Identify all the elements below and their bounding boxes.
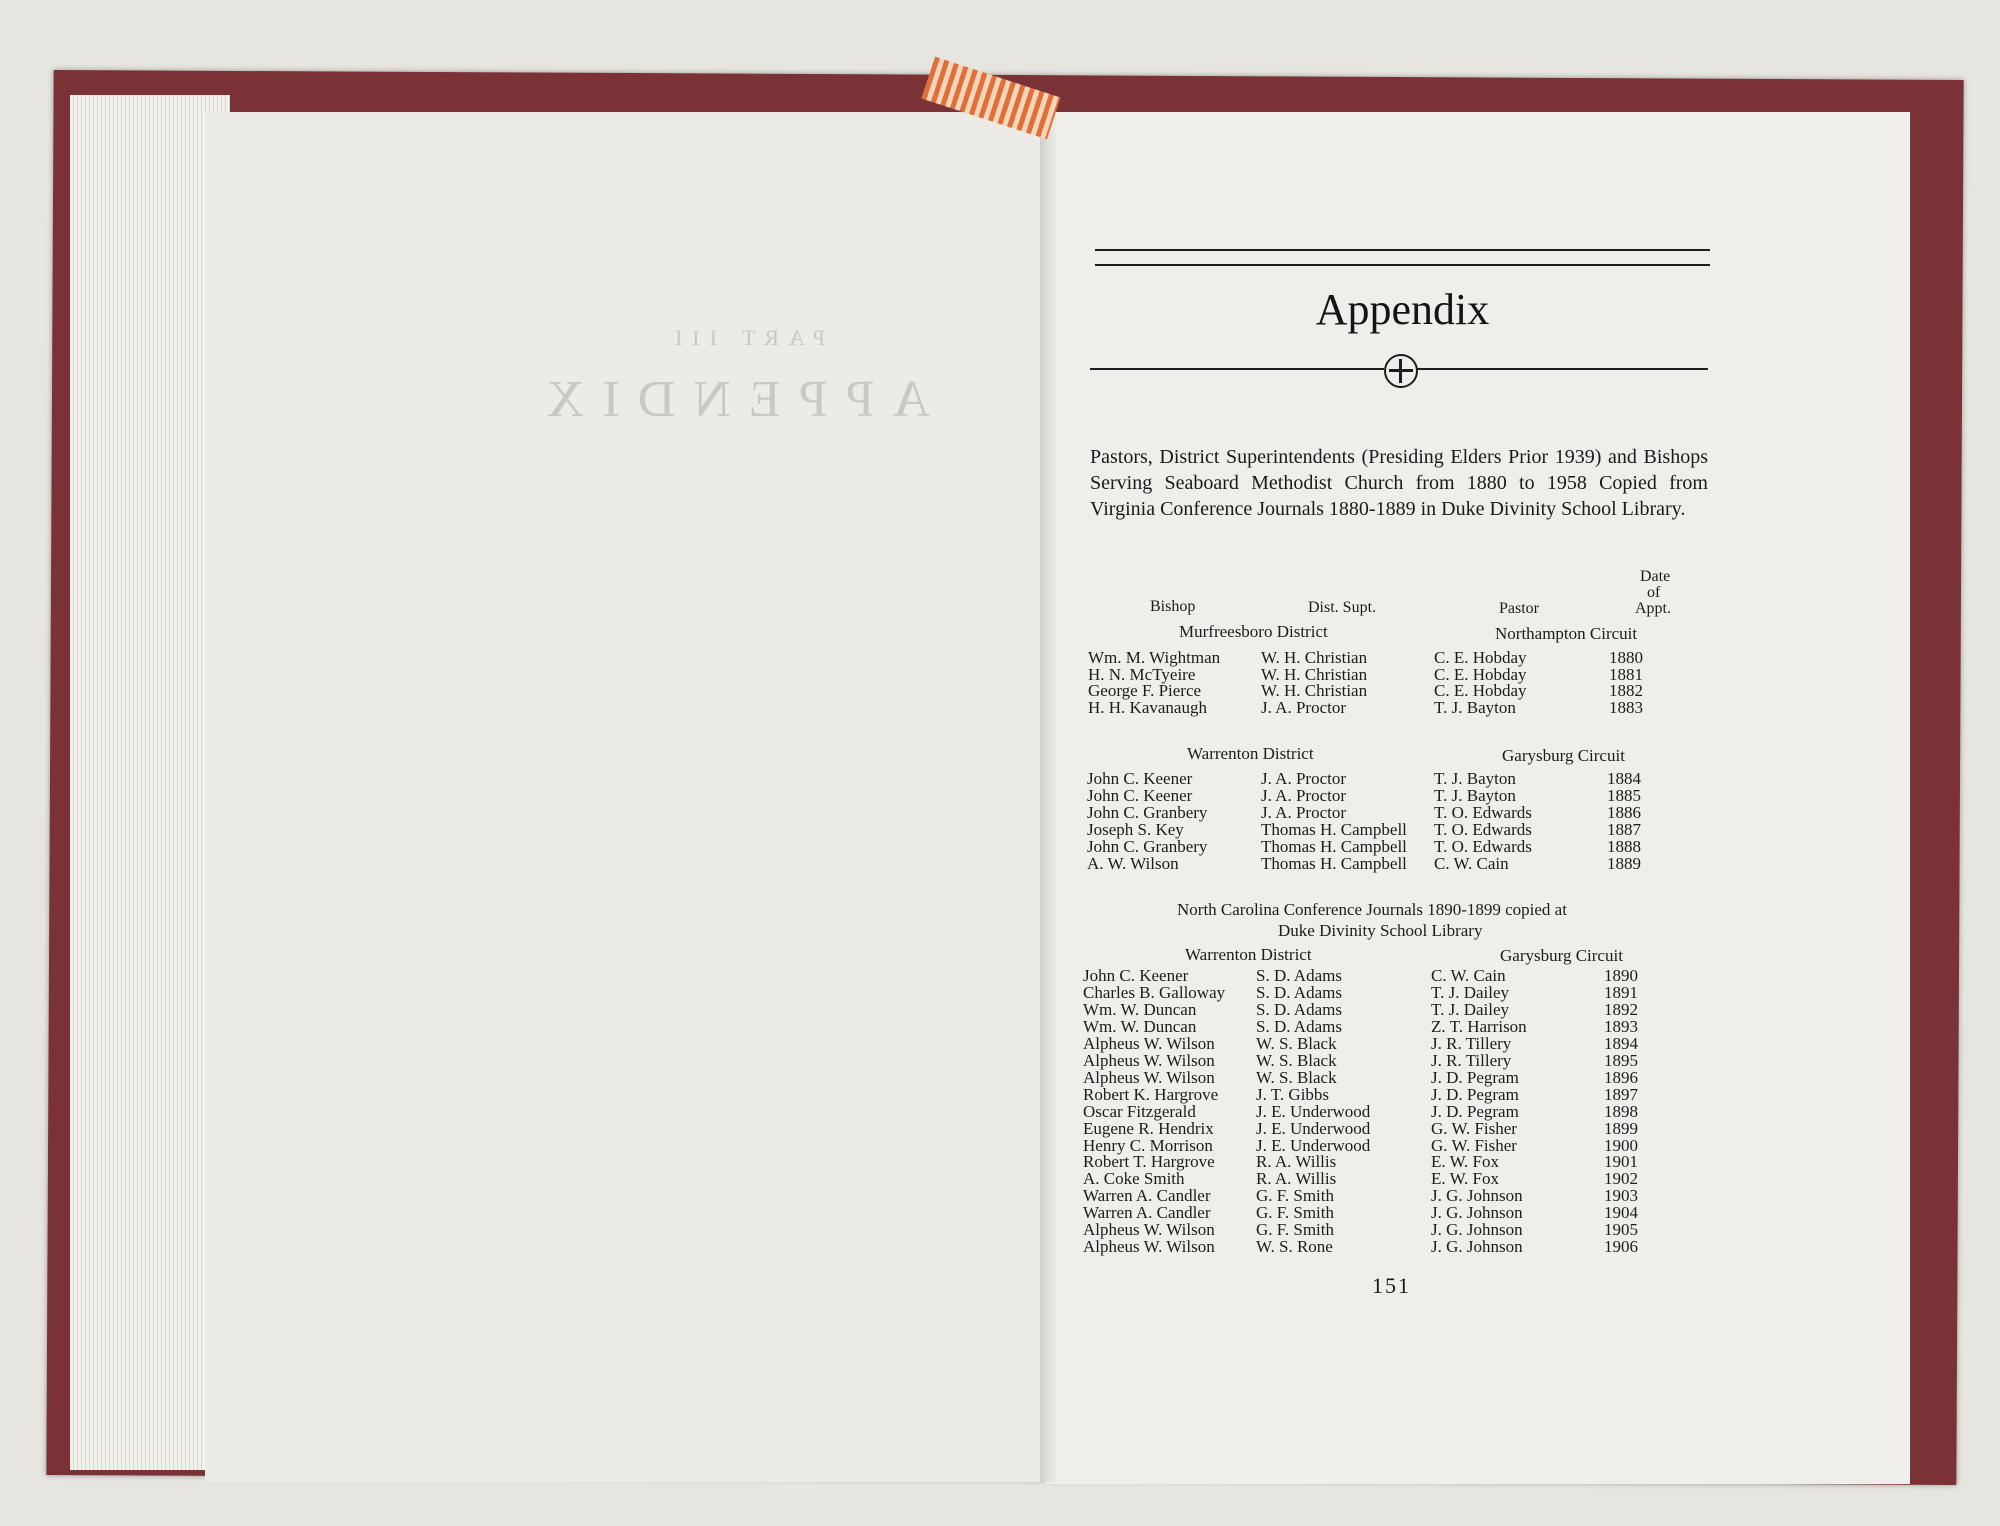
intro-paragraph: Pastors, District Superintendents (Presiding Elders Prior 1939) and Bishops Serving Seaboard Methodist Church from 1880 to 1958 Copied from Virginia Conference Journals 1880-1889 in Duke Divinity School Library. <box>1090 446 1708 520</box>
table-row <box>0 699 2000 716</box>
cell-dist-supt: J. T. Gibbs <box>1256 1084 1330 1104</box>
cell-year: 1897 <box>1604 1084 1638 1104</box>
cell-dist-supt: G. F. Smith <box>1256 1186 1334 1206</box>
cell-bishop: John C. Granbery <box>1087 802 1208 822</box>
cell-pastor: T. J. Dailey <box>1431 999 1510 1019</box>
cell-bishop: John C. Granbery <box>1087 836 1208 856</box>
top-rule-2 <box>1095 264 1710 266</box>
top-rule-1 <box>1095 249 1710 251</box>
section3-district: Warrenton District <box>1185 945 1312 964</box>
cell-bishop: Alpheus W. Wilson <box>1083 1050 1215 1070</box>
cell-dist-supt: W. H. Christian <box>1261 681 1368 701</box>
cell-pastor: J. R. Tillery <box>1431 1050 1512 1070</box>
cell-pastor: C. W. Cain <box>1431 966 1506 985</box>
table-row <box>0 1035 2000 1052</box>
table-row <box>0 804 2000 821</box>
cell-year: 1904 <box>1604 1203 1638 1223</box>
cell-pastor: J. D. Pegram <box>1431 1101 1519 1121</box>
bleed-through-part: PART III <box>665 325 825 350</box>
cell-dist-supt: W. S. Black <box>1256 1050 1337 1070</box>
cell-year: 1893 <box>1604 1016 1638 1036</box>
cell-pastor: T. J. Bayton <box>1434 769 1516 788</box>
table-row <box>0 1170 2000 1187</box>
table-row <box>0 1204 2000 1221</box>
cell-pastor: J. G. Johnson <box>1431 1186 1523 1206</box>
table-row <box>0 855 2000 872</box>
ornament-rule-left <box>1090 368 1384 370</box>
cell-dist-supt: J. E. Underwood <box>1256 1101 1371 1121</box>
table-row <box>0 1052 2000 1069</box>
cell-year: 1906 <box>1604 1237 1638 1257</box>
cell-dist-supt: G. F. Smith <box>1256 1220 1334 1240</box>
cell-year: 1889 <box>1607 853 1641 873</box>
cell-bishop: Alpheus W. Wilson <box>1083 1067 1215 1087</box>
cell-year: 1890 <box>1604 966 1638 985</box>
cell-year: 1886 <box>1607 802 1641 822</box>
cell-year: 1880 <box>1609 648 1643 667</box>
cell-year: 1891 <box>1604 982 1638 1002</box>
cell-bishop: Joseph S. Key <box>1087 819 1184 839</box>
table-row <box>0 649 2000 666</box>
cell-bishop: Alpheus W. Wilson <box>1083 1033 1215 1053</box>
table-row <box>0 1069 2000 1086</box>
cell-dist-supt: S. D. Adams <box>1256 982 1342 1002</box>
table-row <box>0 1238 2000 1255</box>
table-row <box>0 1153 2000 1170</box>
cell-year: 1896 <box>1604 1067 1638 1087</box>
cell-bishop: H. N. McTyeire <box>1088 664 1196 684</box>
cell-bishop: John C. Keener <box>1087 769 1193 788</box>
cell-bishop: Robert T. Hargrove <box>1083 1152 1215 1172</box>
cell-pastor: J. D. Pegram <box>1431 1084 1519 1104</box>
cell-year: 1895 <box>1604 1050 1638 1070</box>
cell-bishop: A. W. Wilson <box>1087 853 1179 873</box>
cell-year: 1888 <box>1607 836 1641 856</box>
cell-bishop: Alpheus W. Wilson <box>1083 1237 1215 1257</box>
table-row <box>0 821 2000 838</box>
cell-bishop: Wm. W. Duncan <box>1083 999 1197 1019</box>
cell-dist-supt: J. A. Proctor <box>1261 697 1346 717</box>
table-row <box>0 1137 2000 1154</box>
cell-pastor: G. W. Fisher <box>1431 1135 1517 1155</box>
cell-pastor: C. W. Cain <box>1434 853 1509 873</box>
cell-bishop: Wm. W. Duncan <box>1083 1016 1197 1036</box>
section3-note-line2: Duke Divinity School Library <box>1278 921 1483 940</box>
cell-pastor: J. G. Johnson <box>1431 1220 1523 1240</box>
cell-pastor: J. G. Johnson <box>1431 1237 1523 1257</box>
cell-pastor: C. E. Hobday <box>1434 664 1527 684</box>
cell-pastor: T. J. Bayton <box>1434 785 1516 805</box>
cell-dist-supt: J. E. Underwood <box>1256 1118 1371 1138</box>
cell-dist-supt: J. E. Underwood <box>1256 1135 1371 1155</box>
cell-bishop: Charles B. Galloway <box>1083 982 1226 1002</box>
cell-bishop: H. H. Kavanaugh <box>1088 697 1207 717</box>
ornament-icon <box>1384 354 1418 388</box>
cell-year: 1883 <box>1609 697 1643 717</box>
cell-bishop: Alpheus W. Wilson <box>1083 1220 1215 1240</box>
cell-dist-supt: W. S. Rone <box>1256 1237 1333 1257</box>
table-row <box>0 984 2000 1001</box>
cell-pastor: E. W. Fox <box>1431 1169 1500 1189</box>
cell-pastor: J. G. Johnson <box>1431 1203 1523 1223</box>
cell-dist-supt: W. S. Black <box>1256 1033 1337 1053</box>
header-pastor: Pastor <box>1499 600 1539 617</box>
cell-year: 1881 <box>1609 664 1643 684</box>
cell-bishop: George F. Pierce <box>1088 681 1202 701</box>
section2-circuit: Garysburg Circuit <box>1502 746 1625 765</box>
table-row <box>0 1187 2000 1204</box>
table-row <box>0 1221 2000 1238</box>
cell-bishop: Henry C. Morrison <box>1083 1135 1213 1155</box>
page-number: 151 <box>1372 1273 1411 1298</box>
bleed-through-title: APPENDIX <box>528 371 930 428</box>
cell-dist-supt: S. D. Adams <box>1256 966 1342 985</box>
table-row <box>0 1103 2000 1120</box>
cell-year: 1903 <box>1604 1186 1638 1206</box>
table-row <box>0 1120 2000 1137</box>
table-row <box>0 1086 2000 1103</box>
page-title: Appendix <box>1315 285 1490 334</box>
cell-dist-supt: W. S. Black <box>1256 1067 1337 1087</box>
header-date-line1: Date <box>1640 568 1671 585</box>
cell-bishop: Warren A. Candler <box>1083 1203 1211 1223</box>
cell-year: 1885 <box>1607 785 1641 805</box>
table-row <box>0 838 2000 855</box>
cell-pastor: J. D. Pegram <box>1431 1067 1519 1087</box>
header-dist-supt: Dist. Supt. <box>1308 599 1377 616</box>
cell-bishop: Robert K. Hargrove <box>1083 1084 1219 1104</box>
cell-year: 1905 <box>1604 1220 1638 1240</box>
cell-dist-supt: W. H. Christian <box>1261 664 1368 684</box>
cell-pastor: T. J. Bayton <box>1434 697 1516 717</box>
cell-pastor: E. W. Fox <box>1431 1152 1500 1172</box>
cell-dist-supt: Thomas H. Campbell <box>1261 836 1407 856</box>
cell-year: 1900 <box>1604 1135 1638 1155</box>
cell-year: 1882 <box>1609 681 1643 701</box>
header-date-line3: Appt. <box>1635 600 1671 617</box>
table-row <box>0 770 2000 787</box>
cell-pastor: J. R. Tillery <box>1431 1033 1512 1053</box>
cell-bishop: Oscar Fitzgerald <box>1083 1101 1196 1121</box>
header-bishop: Bishop <box>1150 598 1196 615</box>
cell-dist-supt: J. A. Proctor <box>1261 785 1346 805</box>
cell-pastor: C. E. Hobday <box>1434 648 1527 667</box>
cell-year: 1884 <box>1607 769 1641 788</box>
cell-dist-supt: G. F. Smith <box>1256 1203 1334 1223</box>
cell-year: 1892 <box>1604 999 1638 1019</box>
section3-note-line1: North Carolina Conference Journals 1890-1899 copied at <box>1177 900 1567 919</box>
cell-year: 1887 <box>1607 819 1641 839</box>
cell-dist-supt: Thomas H. Campbell <box>1261 853 1407 873</box>
cell-pastor: T. O. Edwards <box>1434 802 1532 822</box>
table-row <box>0 666 2000 683</box>
cell-dist-supt: S. D. Adams <box>1256 1016 1342 1036</box>
cell-year: 1899 <box>1604 1118 1638 1138</box>
cell-dist-supt: R. A. Willis <box>1256 1152 1337 1172</box>
cell-pastor: Z. T. Harrison <box>1431 1016 1527 1036</box>
cell-dist-supt: R. A. Willis <box>1256 1169 1337 1189</box>
cell-bishop: A. Coke Smith <box>1083 1169 1185 1189</box>
cell-bishop: John C. Keener <box>1083 966 1189 985</box>
header-date-line2: of <box>1647 584 1661 601</box>
section3-circuit: Garysburg Circuit <box>1500 946 1623 965</box>
cell-pastor: G. W. Fisher <box>1431 1118 1517 1138</box>
section2-district: Warrenton District <box>1187 744 1314 763</box>
cell-dist-supt: J. A. Proctor <box>1261 802 1346 822</box>
cell-pastor: T. O. Edwards <box>1434 836 1532 856</box>
cell-bishop: John C. Keener <box>1087 785 1193 805</box>
section1-circuit: Northampton Circuit <box>1495 624 1638 643</box>
cell-bishop: Wm. M. Wightman <box>1088 648 1221 667</box>
cell-bishop: Warren A. Candler <box>1083 1186 1211 1206</box>
cell-year: 1894 <box>1604 1033 1638 1053</box>
cell-dist-supt: J. A. Proctor <box>1261 769 1346 788</box>
cell-year: 1898 <box>1604 1101 1638 1121</box>
cell-dist-supt: S. D. Adams <box>1256 999 1342 1019</box>
table-row <box>0 682 2000 699</box>
table-row <box>0 787 2000 804</box>
cell-pastor: T. O. Edwards <box>1434 819 1532 839</box>
table-row <box>0 967 2000 984</box>
cell-dist-supt: W. H. Christian <box>1261 648 1368 667</box>
section1-district: Murfreesboro District <box>1179 622 1328 641</box>
table-row <box>0 1018 2000 1035</box>
ornament-rule-right <box>1414 368 1708 370</box>
cell-year: 1901 <box>1604 1152 1638 1172</box>
cell-year: 1902 <box>1604 1169 1638 1189</box>
cell-pastor: T. J. Dailey <box>1431 982 1510 1002</box>
cell-dist-supt: Thomas H. Campbell <box>1261 819 1407 839</box>
cell-pastor: C. E. Hobday <box>1434 681 1527 701</box>
cell-bishop: Eugene R. Hendrix <box>1083 1118 1214 1138</box>
table-row <box>0 1001 2000 1018</box>
